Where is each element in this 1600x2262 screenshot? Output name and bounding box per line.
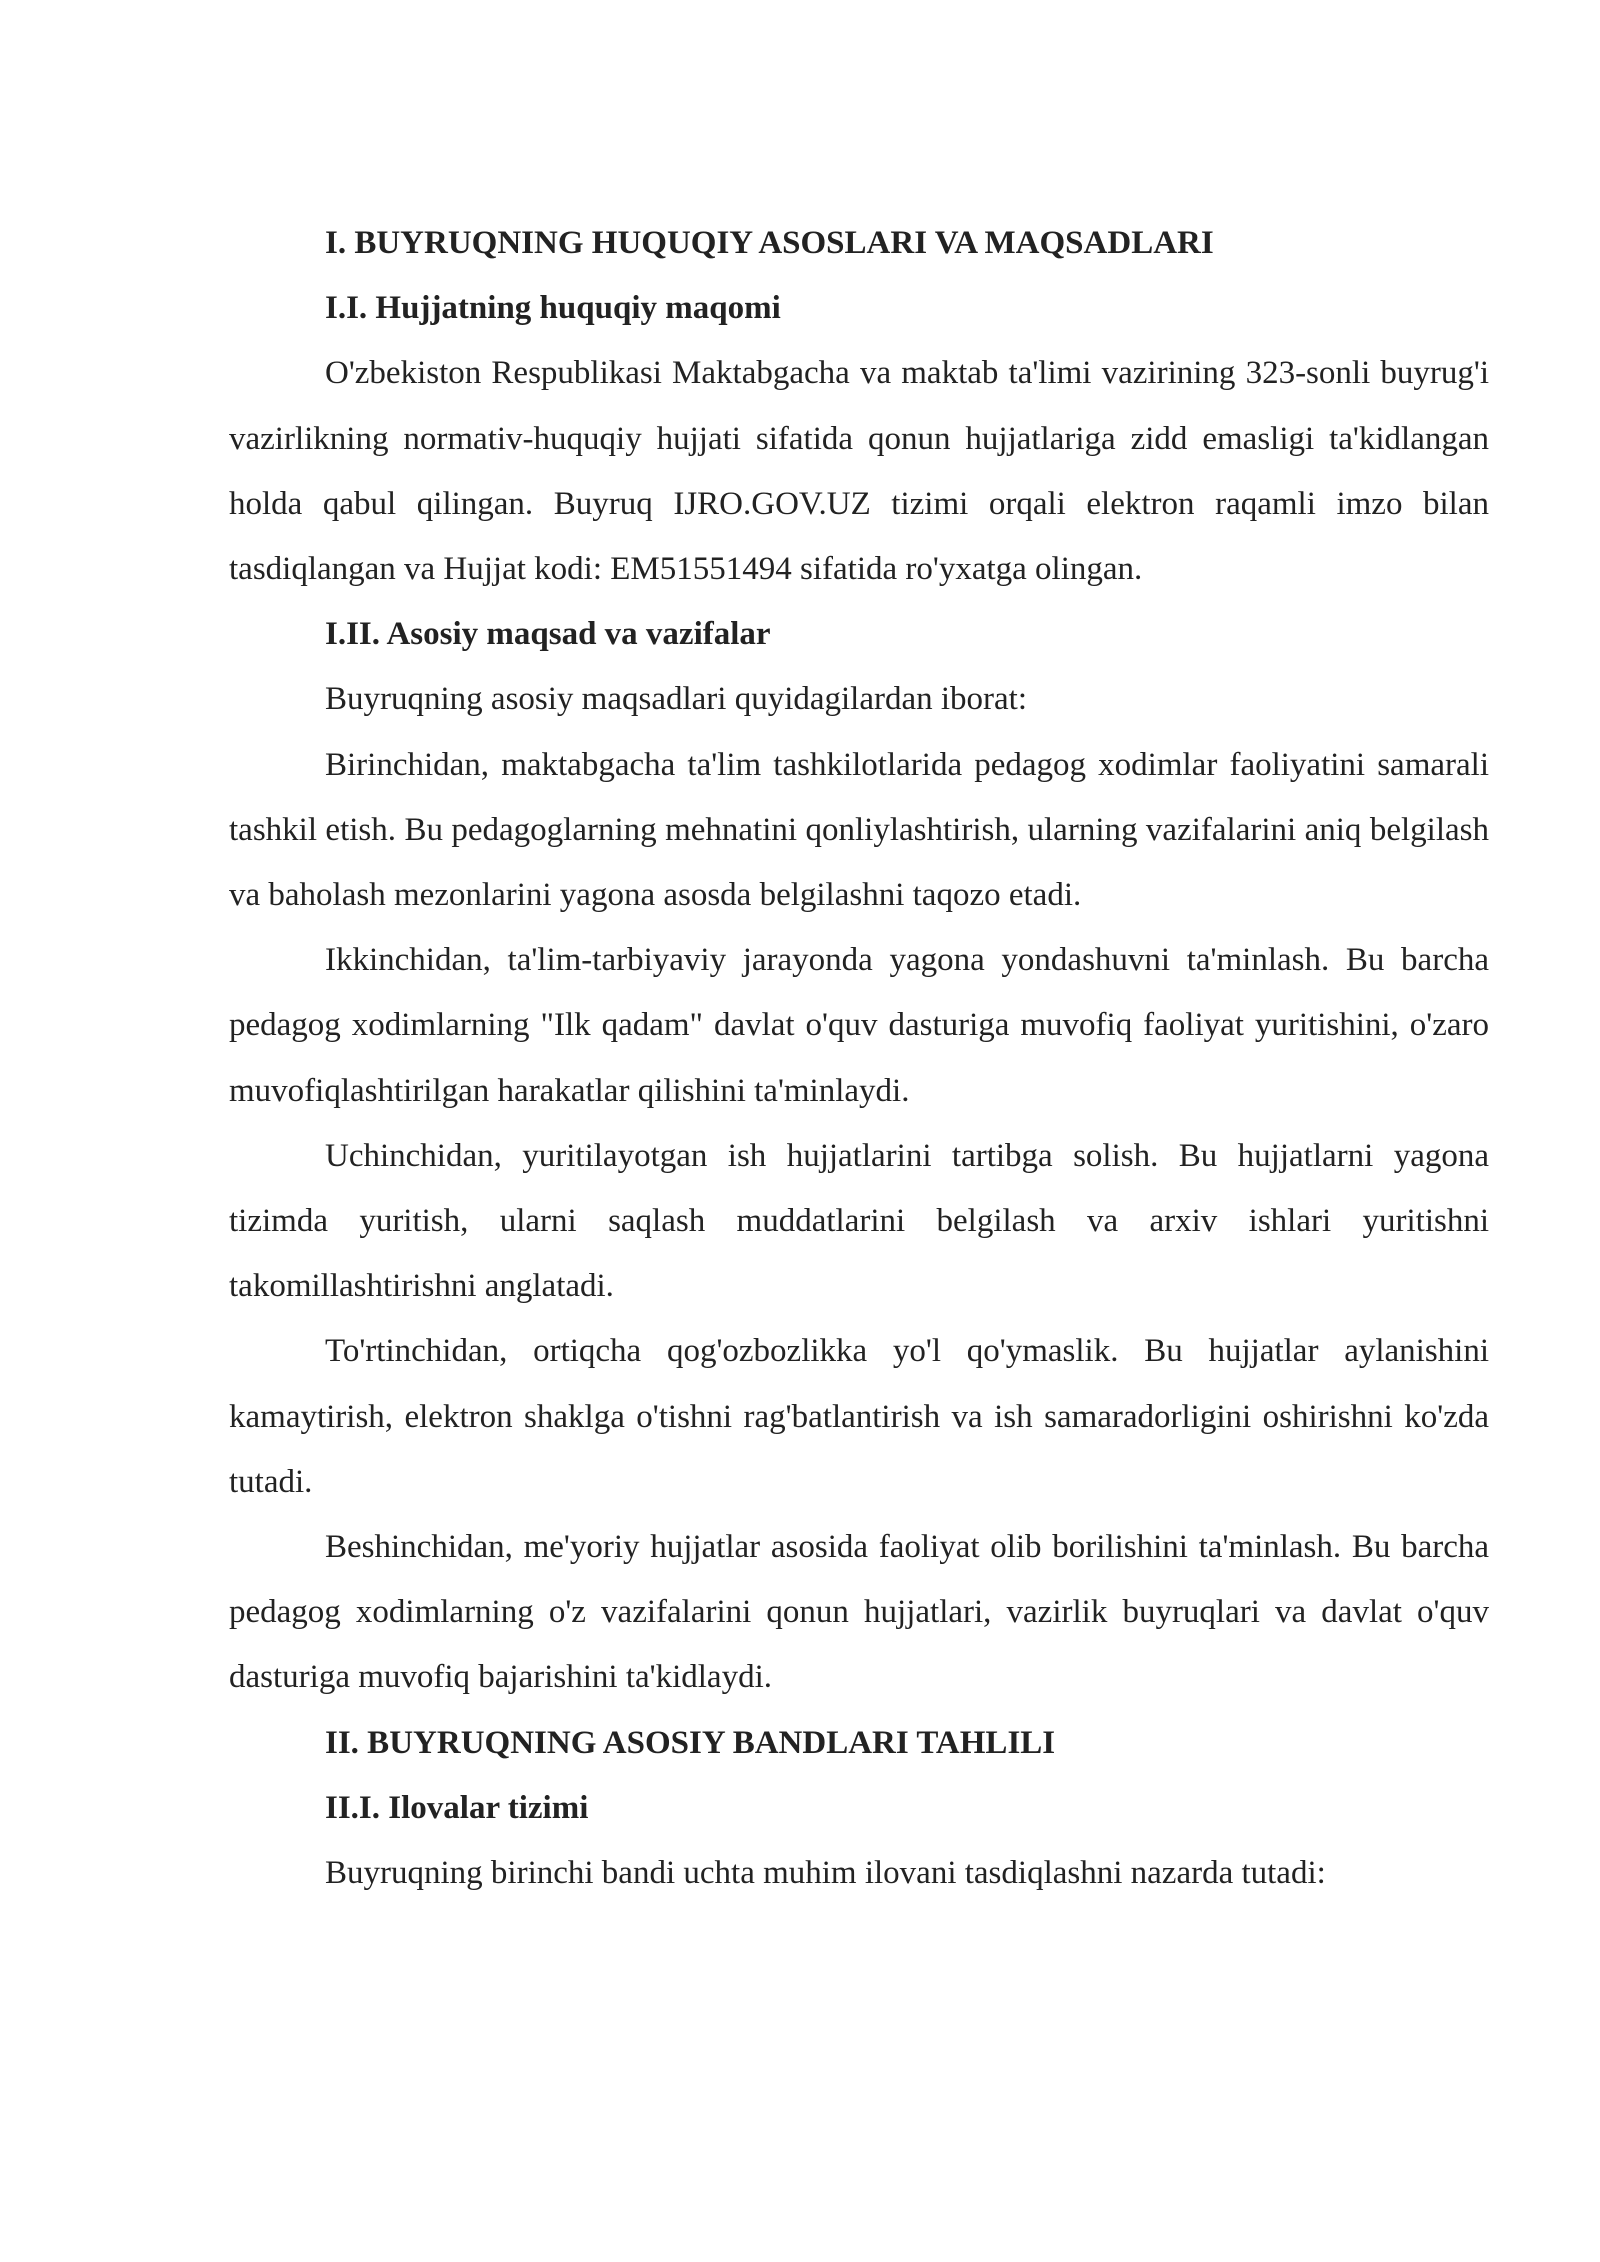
paragraph-legal-status: O'zbekiston Respublikasi Maktabgacha va maktab ta'limi vazirining 323-sonli buyrug'i vazirlikning normativ-huquqiy hujjati sifatida qonun hujjatlariga zidd emasligi ta'kidlangan holda qabul qilingan. Buyruq IJRO.GOV.UZ tizimi orqali elektron raqamli imzo bilan tasdiqlangan va Hujjat kodi: EM51551494 sifatida ro'yxatga olingan.: [229, 355, 1489, 588]
section-1-heading: I. BUYRUQNING HUQUQIY ASOSLARI VA MAQSADLARI: [325, 225, 1214, 261]
subsection-1-2-heading: I.II. Asosiy maqsad va vazifalar: [325, 616, 771, 653]
section-2-heading: II. BUYRUQNING ASOSIY BANDLARI TAHLILI: [325, 1724, 1056, 1761]
subsection-2-1-heading: II.I. Ilovalar tizimi: [325, 1789, 589, 1826]
paragraph-goals-intro: Buyruqning asosiy maqsadlari quyidagilardan iborat:: [325, 681, 1028, 718]
paragraph-annexes-intro: Buyruqning birinchi bandi uchta muhim ilovani tasdiqlashni nazarda tutadi:: [325, 1855, 1326, 1892]
document-page: [229, 211, 1489, 1906]
paragraph-goal-5: Beshinchidan, me'yoriy hujjatlar asosida faoliyat olib borilishini ta'minlash. Bu barcha pedagog xodimlarning o'z vazifalarini qonun hujjatlari, vazirlik buyruqlari va davlat o'quv dasturiga muvofiq bajarishini ta'kidlaydi.: [229, 1529, 1489, 1696]
paragraph-goal-1: Birinchidan, maktabgacha ta'lim tashkilotlarida pedagog xodimlar faoliyatini samarali tashkil etish. Bu pedagoglarning mehnatini qonliylashtirish, ularning vazifalarini aniq belgilash va baholash mezonlarini yagona asosda belgilashni taqozo etadi.: [229, 746, 1489, 914]
paragraph-goal-4: To'rtinchidan, ortiqcha qog'ozbozlikka yo'l qo'ymaslik. Bu hujjatlar aylanishini kamaytirish, elektron shaklga o'tishni rag'batlantirish va ish samaradorligini oshirishni ko'zda tutadi.: [229, 1333, 1489, 1500]
paragraph-goal-3: Uchinchidan, yuritilayotgan ish hujjatlarini tartibga solish. Bu hujjatlarni yagona tizimda yuritish, ularni saqlash muddatlarini belgilash va arxiv ishlari yuritishni takomillashtirishni anglatadi.: [229, 1137, 1489, 1305]
paragraph-goal-2: Ikkinchidan, ta'lim-tarbiyaviy jarayonda yagona yondashuvni ta'minlash. Bu barcha pedagog xodimlarning "Ilk qadam" davlat o'quv dasturiga muvofiq faoliyat yuritishini, o'zaro muvofiqlashtirilgan harakatlar qilishini ta'minlaydi.: [229, 942, 1489, 1109]
subsection-1-1-heading: I.I. Hujjatning huquqiy maqomi: [325, 290, 781, 327]
